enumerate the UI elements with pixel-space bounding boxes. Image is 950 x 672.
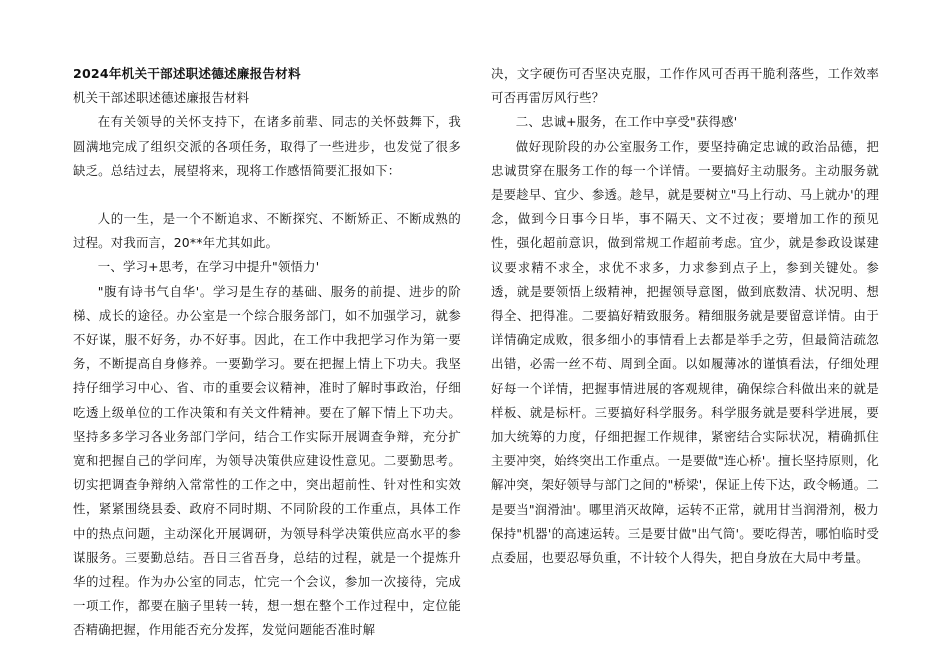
document-title: 2024年机关干部述职述德述廉报告材料: [73, 66, 301, 81]
life-paragraph: 人的一生，是一个不断追求、不断探究、不断矫正、不断成熟的过程。对我而言，20**年尤其如此。: [73, 211, 461, 251]
continuation-paragraph: 决，文字硬伤可否坚决克服，工作作风可否再干脆利落些，工作效率可否再雷厉风行些？: [491, 66, 879, 106]
section-2-body: 做好现阶段的办公室服务工作，要坚持确定忠诚的政治品德，把忠诚贯穿在服务工作的每一个详情。一要搞好主动服务。主动服务就是要趁早、宜少、参透。趁早，就是要树立"马上行动、马上就办'的理念，做到今日事今日毕，事不隔天、文不过夜；要增加工作的预见性，强化超前意识，做到常规工作超前考虑。宜少，就是参政设谋建议要求精不求全，求优不求多，力求参到点子上，参到关键处。参透，就是要领悟上级精神，把握领导意图，做到底数清、状况明、想得全、把得准。二要搞好精致服务。精细服务就是要留意详情。由于详情确定成败，很多细小的事情看上去都是举手之劳，但最简洁疏忽出错，必需一丝不苟、周到全面。以如履薄冰的谨慎看法，仔细处理好每一个详情，把握事情进展的客观规律，确保综合科做出来的就是样板、就是标杆。三要搞好科学服务。科学服务就是要科学进展，要加大统筹的力度，仔细把握工作规律，紧密结合实际状况，精确抓住主要冲突，始终突出工作重点。一是要做"连心桥'。擅长坚持原则，化解冲突，架好领导与部门之间的"桥梁'，保证上传下达，政令畅通。二是要当"润滑油'。哪里消灭故障，运转不正常，就用甘当润滑剂，极力保持"机器'的高速运转。三是要甘做"出气筒'。要吃得苦，哪怕临时受点委屈，也要忍辱负重，不计较个人得失，把自身放在大局中考量。: [491, 138, 879, 566]
left-column: [73, 62, 461, 643]
section-heading-2: 二、忠诚+服务，在工作中享受"获得感': [515, 114, 738, 130]
blank-line: [73, 183, 461, 207]
section-heading-1: 一、学习+思考，在学习中提升"领悟力': [97, 259, 320, 275]
intro-paragraph: 在有关领导的关怀支持下，在诸多前辈、同志的关怀鼓舞下，我圆满地完成了组织交派的各项任务，取得了一些进步，也发觉了很多缺乏。总结过去，展望将来，现将工作感悟简要汇报如下：: [73, 114, 461, 178]
right-column: [491, 62, 879, 570]
section-1-body: "腹有诗书气自华'。学习是生存的基础、服务的前提、进步的阶梯、成长的途径。办公室是一个综合服务部门，如不加强学习，就参不好谋，服不好务，办不好事。因此，在工作中我把学习作为第一要务，不断提高自身修养。一要勤学习。要在把握上情上下功夫。我坚持仔细学习中心、省、市的重要会议精神，准时了解时事政治，仔细吃透上级单位的工作决策和有关文件精神。要在了解下情上下功夫。坚持多多学习各业务部门学问，结合工作实际开展调查争辩，充分扩宽和把握自己的学问库，为领导决策供应建设性意见。二要勤思考。切实把调查争辩纳入常常性的工作之中，突出超前性、针对性和实效性，紧紧围绕县委、政府不同时期、不同阶段的工作重点，具体工作中的热点问题，主动深化开展调研，为领导科学决策供应高水平的参谋服务。三要勤总结。吾日三省吾身，总结的过程，就是一个提炼升华的过程。作为办公室的同志，忙完一个会议，参加一次接待，完成一项工作，都要在脑子里转一转，想一想在整个工作过程中，定位能否精确把握，作用能否充分发挥，发觉问题能否准时解: [73, 283, 461, 638]
document-subtitle: 机关干部述职述德述廉报告材料: [73, 90, 250, 106]
